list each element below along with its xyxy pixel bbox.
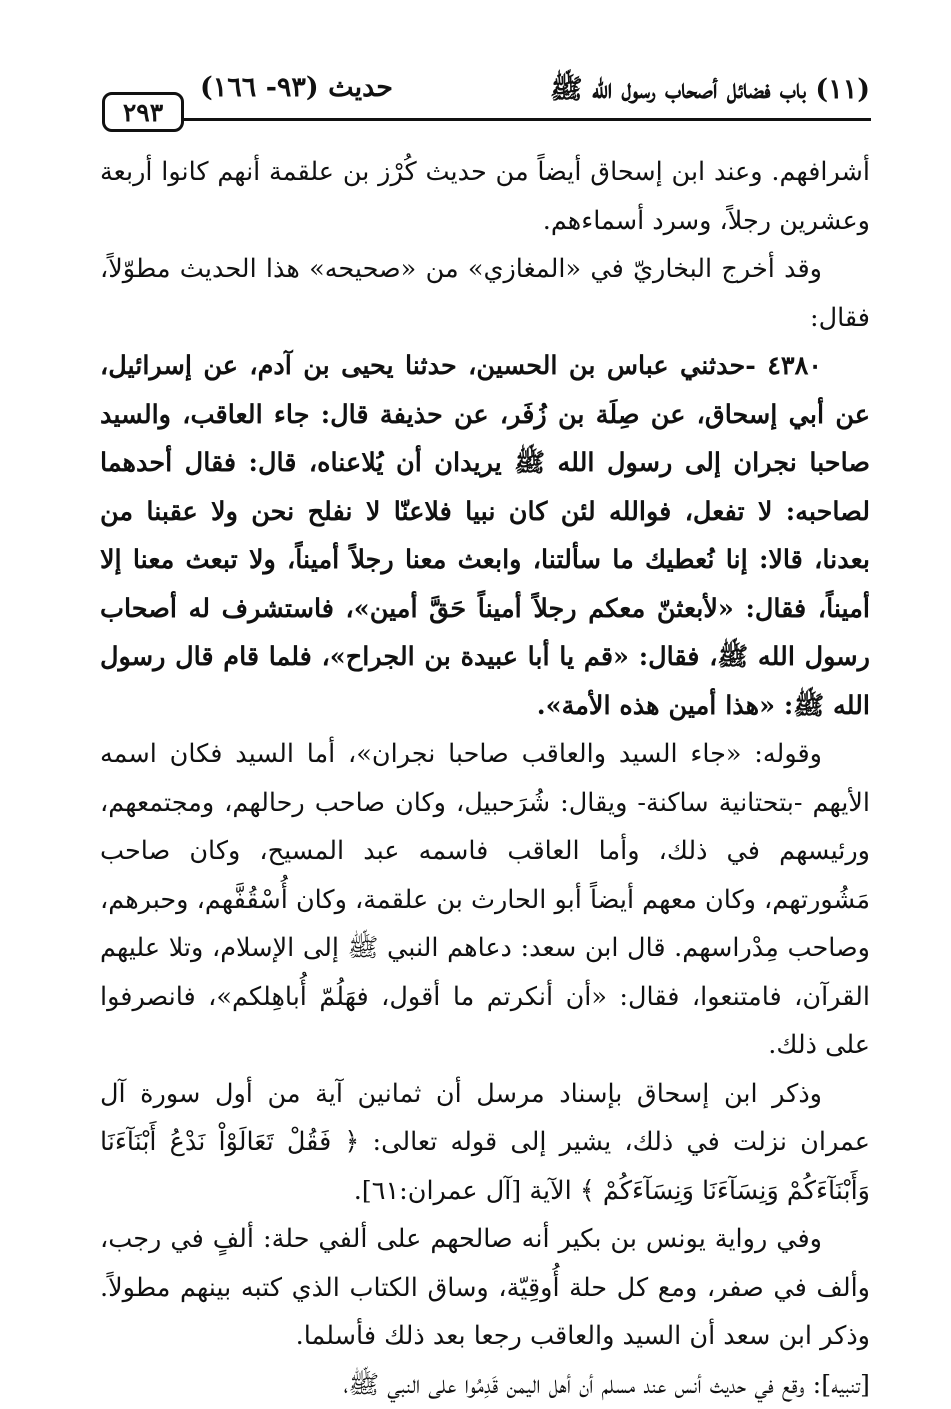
page-body	[100, 148, 870, 1409]
paragraph: وذكر ابن إسحاق بإسناد مرسل أن ثمانين آية من أول سورة آل عمران نزلت في ذلك، يشير إلى قوله تعالى: ﴿ فَقُلْ تَعَالَوْاْ نَدْعُ أَبْنَآءَنَا وَأَبْنَآءَكُمْ وَنِسَآءَنَا وَنِسَآءَكُمْ ﴾ الآية [آل عمران:٦١].	[100, 1070, 870, 1216]
header-rule	[183, 118, 871, 121]
paragraph: [تنبيه]: وقع في حديث أنس عند مسلم أن أهل اليمن قَدِمُوا على النبي ﷺ،	[100, 1361, 870, 1409]
paragraph: أشرافهم. وعند ابن إسحاق أيضاً من حديث كُرْز بن علقمة أنهم كانوا أربعة وعشرين رجلاً، وسرد أسماءهم.	[100, 148, 870, 245]
paragraph: ٤٣٨٠ -حدثني عباس بن الحسين، حدثنا يحيى بن آدم، عن إسرائيل، عن أبي إسحاق، عن صِلَة بن زُفَر، عن حذيفة قال: جاء العاقب، والسيد صاحبا نجران إلى رسول الله ﷺ يريدان أن يُلاعناه، قال: فقال أحدهما لصاحبه: لا تفعل، فوالله لئن كان نبيا فلاعنّا لا نفلح نحن ولا عقبنا من بعدنا، قالا: إنا نُعطيك ما سألتنا، وابعث معنا رجلاً أميناً، ولا تبعث معنا إلا أميناً، فقال: «لأبعثنّ معكم رجلاً أميناً حَقَّ أمين»، فاستشرف له أصحاب رسول الله ﷺ، فقال: «قم يا أبا عبيدة بن الجراح»، فلما قام قال رسول الله ﷺ: «هذا أمين هذه الأمة».	[100, 342, 870, 730]
chapter-title: (١١) باب فضائل أصحاب رسول الله ﷺ	[550, 72, 870, 112]
hadith-range: حديث (٩٣- ١٦٦)	[200, 72, 393, 103]
page-number: ٢٩٣	[102, 92, 184, 132]
paragraph: وقد أخرج البخاريّ في «المغازي» من «صحيحه» هذا الحديث مطوّلاً، فقال:	[100, 245, 870, 342]
paragraph: وقوله: «جاء السيد والعاقب صاحبا نجران»، أما السيد فكان اسمه الأيهم -بتحتانية ساكنة- ويقال: شُرَحبيل، وكان صاحب رحالهم، ومجتمعهم، ورئيسهم في ذلك، وأما العاقب فاسمه عبد المسيح، وكان صاحب مَشُورتهم، وكان معهم أيضاً أبو الحارث بن علقمة، وكان أُسْقُفَّهم، وحبرهم، وصاحب مِدْراسهم. قال ابن سعد: دعاهم النبي ﷺ إلى الإسلام، وتلا عليهم القرآن، فامتنعوا، فقال: «أن أنكرتم ما أقول، فهَلُمّ أُباهِلكم»، فانصرفوا على ذلك.	[100, 730, 870, 1070]
paragraph: وفي رواية يونس بن بكير أنه صالحهم على ألفي حلة: ألفٍ في رجب، وألف في صفر، ومع كل حلة أُوقِيّة، وساق الكتاب الذي كتبه بينهم مطولاً. وذكر ابن سعد أن السيد والعاقب رجعا بعد ذلك فأسلما.	[100, 1215, 870, 1361]
